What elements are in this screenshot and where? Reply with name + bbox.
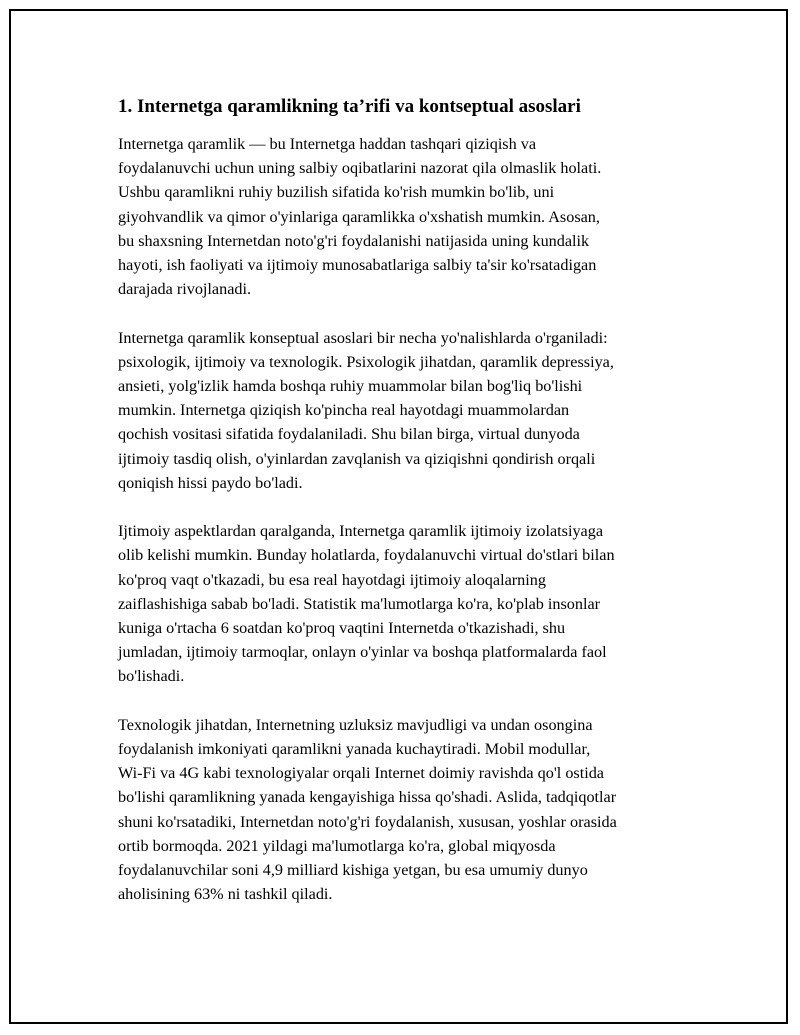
paragraph-line: jumladan, ijtimoiy tarmoqlar, onlayn o'yinlar va boshqa platformalarda faol	[118, 643, 607, 662]
paragraph-line: qochish vositasi sifatida foydalaniladi. Shu bilan birga, virtual dunyoda	[118, 425, 580, 444]
paragraph-line: aholisining 63% ni tashkil qiladi.	[118, 885, 333, 904]
paragraph-social-aspects	[118, 519, 698, 688]
paragraph-line: Texnologik jihatdan, Internetning uzluksiz mavjudligi va undan osongina	[118, 715, 593, 734]
document-body	[118, 94, 698, 931]
paragraph-line: giyohvandlik va qimor o'yinlariga qaramlikka o'xshatish mumkin. Asosan,	[118, 207, 600, 226]
paragraph-line: Internetga qaramlik — bu Internetga haddan tashqari qiziqish va	[118, 135, 537, 153]
paragraph-line: darajada rivojlanadi.	[118, 280, 252, 299]
paragraph-line: bo'lishi qaramlikning yanada kengayishiga hissa qo'shadi. Aslida, tadqiqotlar	[118, 788, 617, 807]
paragraph-line: Internetga qaramlik konseptual asoslari bir necha yo'nalishlarda o'rganiladi:	[118, 328, 608, 347]
paragraph-line: hayoti, ish faoliyati va ijtimoiy munosabatlariga salbiy ta'sir ko'rsatadigan	[118, 256, 597, 275]
paragraph-line: foydalanuvchi uchun uning salbiy oqibatlarini nazorat qila olmaslik holati.	[118, 159, 602, 178]
paragraph-line: Ushbu qaramlikni ruhiy buzilish sifatida ko'rish mumkin bo'lib, uni	[118, 183, 555, 202]
paragraph-line: Ijtimoiy aspektlardan qaralganda, Internetga qaramlik ijtimoiy izolatsiyaga	[118, 522, 604, 541]
paragraph-line: psixologik, ijtimoiy va texnologik. Psixologik jihatdan, qaramlik depressiya,	[118, 352, 614, 371]
paragraph-line: ijtimoiy tasdiq olish, o'yinlardan zavqlanish va qiziqishni qondirish orqali	[118, 449, 596, 468]
paragraph-line: ko'proq vaqt o'tkazadi, bu esa real hayotdagi ijtimoiy aloqalarning	[118, 570, 546, 589]
paragraph-line: ansieti, yolg'izlik hamda boshqa ruhiy muammolar bilan bog'liq bo'lishi	[118, 377, 583, 396]
section-heading: 1. Internetga qaramlikning ta’rifi va kontseptual asoslari	[118, 96, 581, 117]
paragraph-line: bu shaxsning Internetdan noto'g'ri foydalanishi natijasida uning kundalik	[118, 231, 590, 250]
paragraph-conceptual-basis	[118, 326, 698, 495]
paragraph-line: Wi-Fi va 4G kabi texnologiyalar orqali Internet doimiy ravishda qo'l ostida	[118, 764, 604, 783]
paragraph-line: qoniqish hissi paydo bo'ladi.	[118, 473, 303, 492]
paragraph-definition	[118, 132, 698, 301]
paragraph-line: ortib bormoqda. 2021 yildagi ma'lumotlarga ko'ra, global miqyosda	[118, 836, 556, 855]
paragraph-line: olib kelishi mumkin. Bunday holatlarda, foydalanuvchi virtual do'stlari bilan	[118, 546, 615, 565]
paragraph-line: foydalanuvchilar soni 4,9 milliard kishiga yetgan, bu esa umumiy dunyo	[118, 861, 588, 880]
paragraph-line: kuniga o'rtacha 6 soatdan ko'proq vaqtini Internetda o'tkazishadi, shu	[118, 619, 566, 638]
paragraph-technological-aspects	[118, 713, 698, 907]
paragraph-line: bo'lishadi.	[118, 667, 185, 686]
paragraph-line: zaiflashishiga sabab bo'ladi. Statistik ma'lumotlarga ko'ra, ko'plab insonlar	[118, 594, 601, 613]
paragraph-line: shuni ko'rsatadiki, Internetdan noto'g'ri foydalanish, xususan, yoshlar orasida	[118, 812, 617, 831]
paragraph-line: foydalanish imkoniyati qaramlikni yanada kuchaytiradi. Mobil modullar,	[118, 740, 591, 759]
paragraph-line: mumkin. Internetga qiziqish ko'pincha real hayotdagi muammolardan	[118, 401, 570, 420]
